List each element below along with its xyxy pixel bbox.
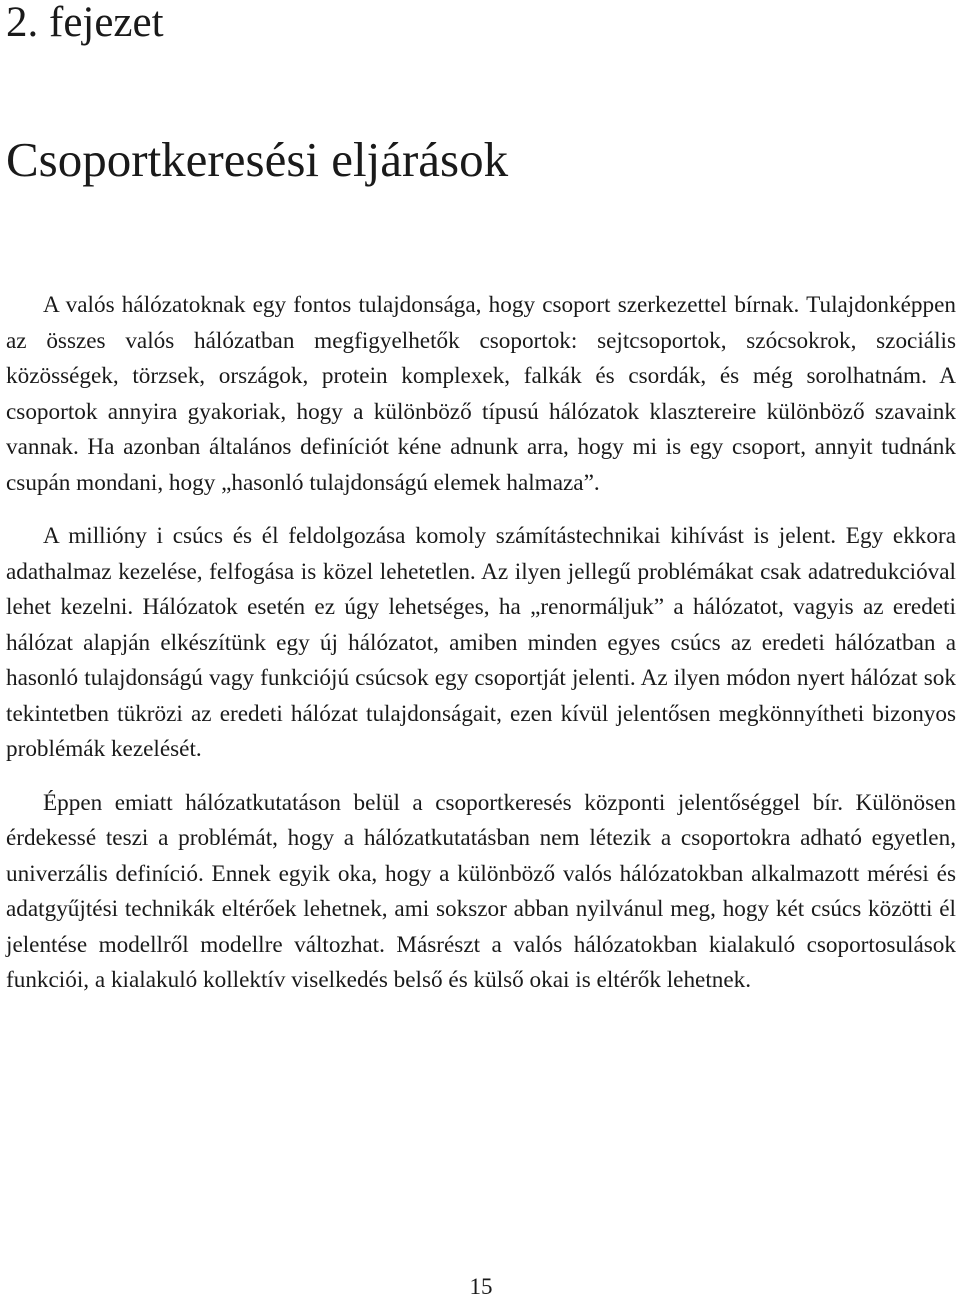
paragraph-2: A millióny i csúcs és él feldolgozása komoly számítástechnikai kihívást is jelent. Egy ekkora adathalmaz kezelése, felfogása is közel lehetetlen. Az ilyen jellegű problémákat csak adatredukcióval lehet kezelni. Hálózatok esetén ez úgy lehetséges, ha „renormáljuk” a hálózatot, vagyis az eredeti hálózat alapján elkészítünk egy új hálózatot, amiben minden egyes csúcs az eredeti hálózatban a hasonló tulajdonságú vagy funkciójú csúcsok egy csoportját jelenti. Az ilyen módon nyert hálózat sok tekintetben tükrözi az eredeti hálózat tulajdonságait, ezen kívül jelentősen megkönnyítheti bizonyos problémák kezelését.	[6, 523, 956, 762]
chapter-body	[6, 288, 956, 999]
paragraph-3: Éppen emiatt hálózatkutatáson belül a csoportkeresés központi jelentőséggel bír. Különösen érdekessé teszi a problémát, hogy a hálózatkutatásban nem létezik a csoportokra adható egyetlen, univerzális definíció. Ennek egyik oka, hogy a különböző valós hálózatokban alkalmazott mérési és adatgyűjtési technikák eltérőek lehetnek, ami sokszor abban nyilvánul meg, hogy két csúcs közötti él jelentése modellről modellre változhat. Másrészt a valós hálózatokban kialakuló csoportosulások funkciói, a kialakuló kollektív viselkedés belső és külső okai is eltérők lehetnek.	[6, 789, 956, 993]
page-number: 15	[469, 1274, 493, 1299]
paragraph-1: A valós hálózatoknak egy fontos tulajdonsága, hogy csoport szerkezettel bírnak. Tulajdonképpen az összes valós hálózatban megfigyelhetők csoportok: sejtcsoportok, szócsokrok, szociális közösségek, törzsek, országok, protein komplexek, falkák és csordák, és még sorolhatnám. A csoportok annyira gyakoriak, hogy a különböző típusú hálózatok klasztereire különböző szavaink vannak. Ha azonban általános definíciót kéne adnunk arra, hogy mi is egy csoport, annyit tudnánk csupán mondani, hogy „hasonló tulajdonságú elemek halmaza”.	[6, 292, 956, 496]
chapter-label: 2. fejezet	[6, 0, 164, 46]
chapter-title: Csoportkeresési eljárások	[6, 132, 509, 187]
document-page	[6, 0, 956, 1302]
